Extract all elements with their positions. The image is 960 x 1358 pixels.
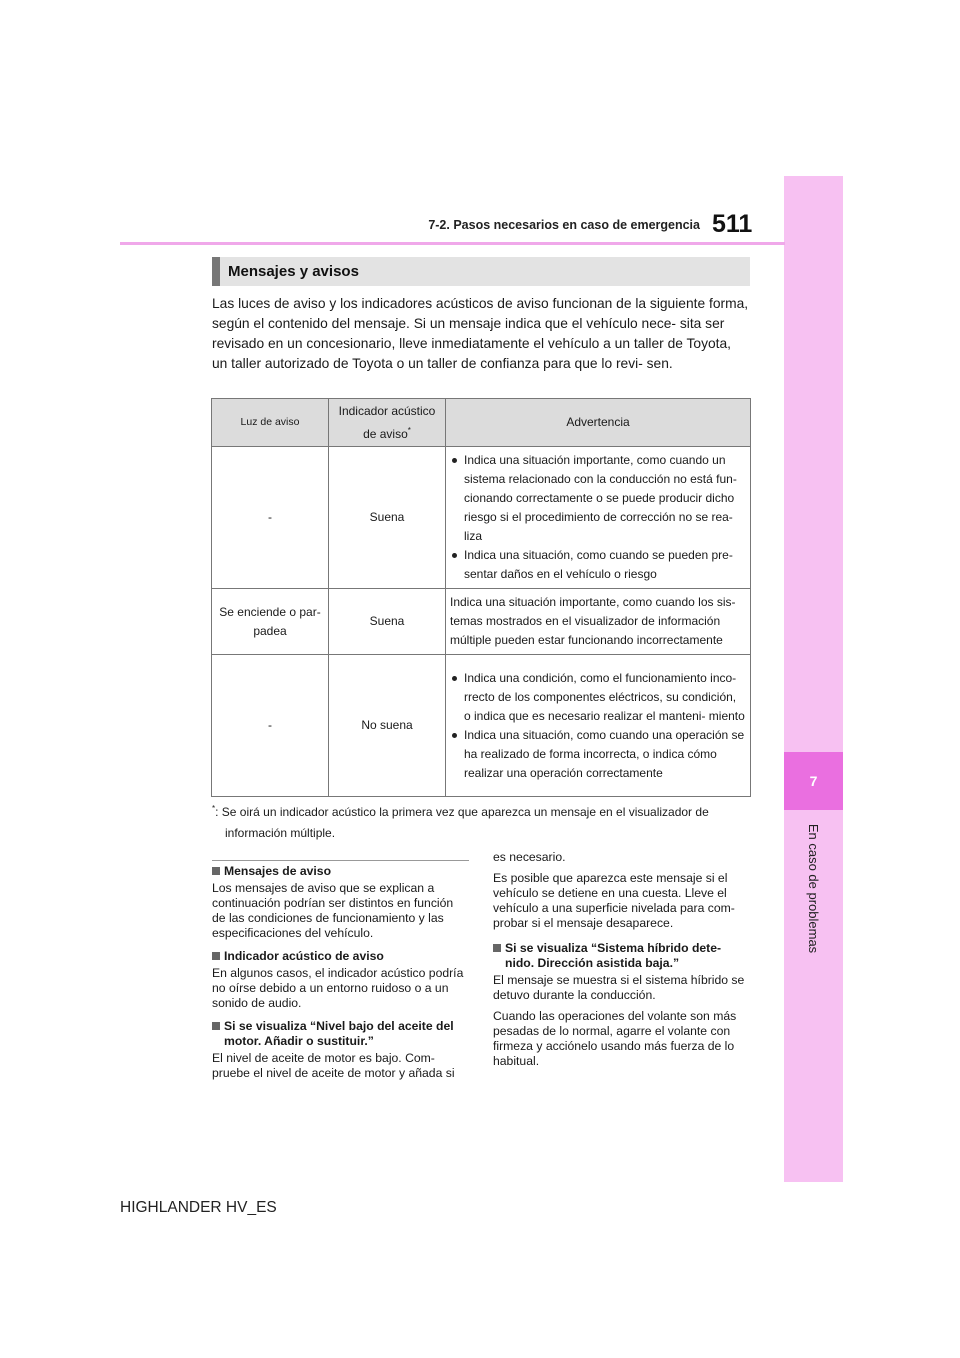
- section-title-box: [212, 257, 750, 286]
- list-item: Indica una situación importante, como cuando un sistema relacionado con la conducción no está fun- cionando correctamente o se puede producir dicho riesgo si el procedimiento de corrección no se rea- liza: [450, 451, 746, 546]
- chapter-title: En caso de problemas: [806, 823, 822, 953]
- note-text: es necesario.: [493, 850, 566, 864]
- list-item: Indica una situación, como cuando una operación se ha realizado de forma incorrecta, o indica cómo realizar una operación correctamente: [450, 726, 746, 783]
- note-text: Cuando las operaciones del volante son más pesadas de lo normal, agarre el volante con firmeza y acciónelo usando más fuerza de lo habitual.: [493, 1009, 737, 1068]
- note-title: Si se visualiza “Nivel bajo del aceite del motor. Añadir o sustituir.”: [212, 1019, 470, 1049]
- cell-luz: -: [212, 447, 329, 589]
- table-header-row: [212, 399, 751, 447]
- notes-right-column: [493, 850, 751, 1077]
- cell-luz: -: [212, 655, 329, 797]
- cell-advertencia: [446, 655, 751, 797]
- header-indicador-label: Indicador acústico de aviso: [338, 403, 436, 441]
- footnote-mark: *: [212, 804, 216, 813]
- table-row: [212, 655, 751, 797]
- footnote-text-continued: información múltiple.: [225, 826, 336, 840]
- note-block: [212, 949, 470, 1011]
- table-row: [212, 589, 751, 655]
- header-advertencia: Advertencia: [446, 399, 751, 447]
- footnote-text: : Se oirá un indicador acústico la primera vez que aparezca un mensaje en el visualizador de: [215, 805, 709, 819]
- notes-divider: [212, 860, 469, 861]
- note-text: Los mensajes de aviso que se explican a continuación podrían ser distintos en función de las condiciones de funcionamiento y las especificaciones del vehículo.: [212, 881, 454, 940]
- section-title: Mensajes y avisos: [228, 263, 359, 280]
- note-text: En algunos casos, el indicador acústico podría no oírse debido a un entorno ruidoso o a un sonido de audio.: [212, 966, 464, 1010]
- table-footnote: [212, 798, 752, 844]
- list-item: Indica una condición, como el funcionamiento inco- rrecto de los componentes eléctricos, su condición, o indica que es necesario realizar el manteni- miento: [450, 669, 746, 726]
- cell-luz: Se enciende o par- padea: [212, 589, 329, 655]
- intro-paragraph: Las luces de aviso y los indicadores acústicos de aviso funcionan de la siguiente forma, según el contenido del mensaje. Si un mensaje indica que el vehículo nece- sita ser revisado en un concesionario, lleve inmediatamente el vehículo a un taller de Toyota, un taller autorizado de Toyota o un taller de confianza para que lo revi- sen.: [212, 296, 749, 371]
- note-block: [212, 1019, 470, 1081]
- warning-table: [211, 398, 751, 797]
- chapter-side-tab: [784, 176, 843, 1182]
- note-text: El mensaje se muestra si el sistema híbrido se detuvo durante la conducción.: [493, 973, 745, 1002]
- header-rule: [120, 242, 785, 245]
- note-text: Es posible que aparezca este mensaje si el vehículo se detiene en una cuesta. Lleve el vehículo a una superficie nivelada para com- probar si el mensaje desaparece.: [493, 871, 735, 930]
- section-heading: 7-2. Pasos necesarios en caso de emergencia: [428, 218, 700, 232]
- square-bullet-icon: [212, 1022, 220, 1030]
- note-block: [493, 941, 751, 1069]
- square-bullet-icon: [212, 952, 220, 960]
- header-luz-de-aviso: Luz de aviso: [212, 399, 329, 447]
- cell-advertencia: Indica una situación importante, como cuando los sis- temas mostrados en el visualizador de información múltiple pueden estar funcionando incorrectamente: [446, 589, 751, 655]
- footnote-mark: *: [407, 425, 411, 435]
- note-block: [212, 864, 470, 941]
- square-bullet-icon: [212, 867, 220, 875]
- page-number: 511: [712, 210, 753, 238]
- square-bullet-icon: [493, 944, 501, 952]
- note-title: Mensajes de aviso: [212, 864, 470, 879]
- model-footer: HIGHLANDER HV_ES: [120, 1199, 277, 1216]
- header-indicador-acustico: [329, 399, 446, 447]
- chapter-title-container: [784, 818, 843, 958]
- note-text: El nivel de aceite de motor es bajo. Com- pruebe el nivel de aceite de motor y añada si: [212, 1051, 455, 1080]
- cell-indicador: Suena: [329, 589, 446, 655]
- note-title: Si se visualiza “Sistema híbrido dete- nido. Dirección asistida baja.”: [493, 941, 751, 971]
- bullet-list: [450, 451, 746, 584]
- notes-left-column: [212, 864, 470, 1089]
- cell-indicador: Suena: [329, 447, 446, 589]
- table-row: [212, 447, 751, 589]
- cell-indicador: No suena: [329, 655, 446, 797]
- note-title: Indicador acústico de aviso: [212, 949, 470, 964]
- cell-advertencia: [446, 447, 751, 589]
- bullet-list: [450, 669, 746, 783]
- chapter-number: 7: [784, 752, 843, 810]
- list-item: Indica una situación, como cuando se pueden pre- sentar daños en el vehículo o riesgo: [450, 546, 746, 584]
